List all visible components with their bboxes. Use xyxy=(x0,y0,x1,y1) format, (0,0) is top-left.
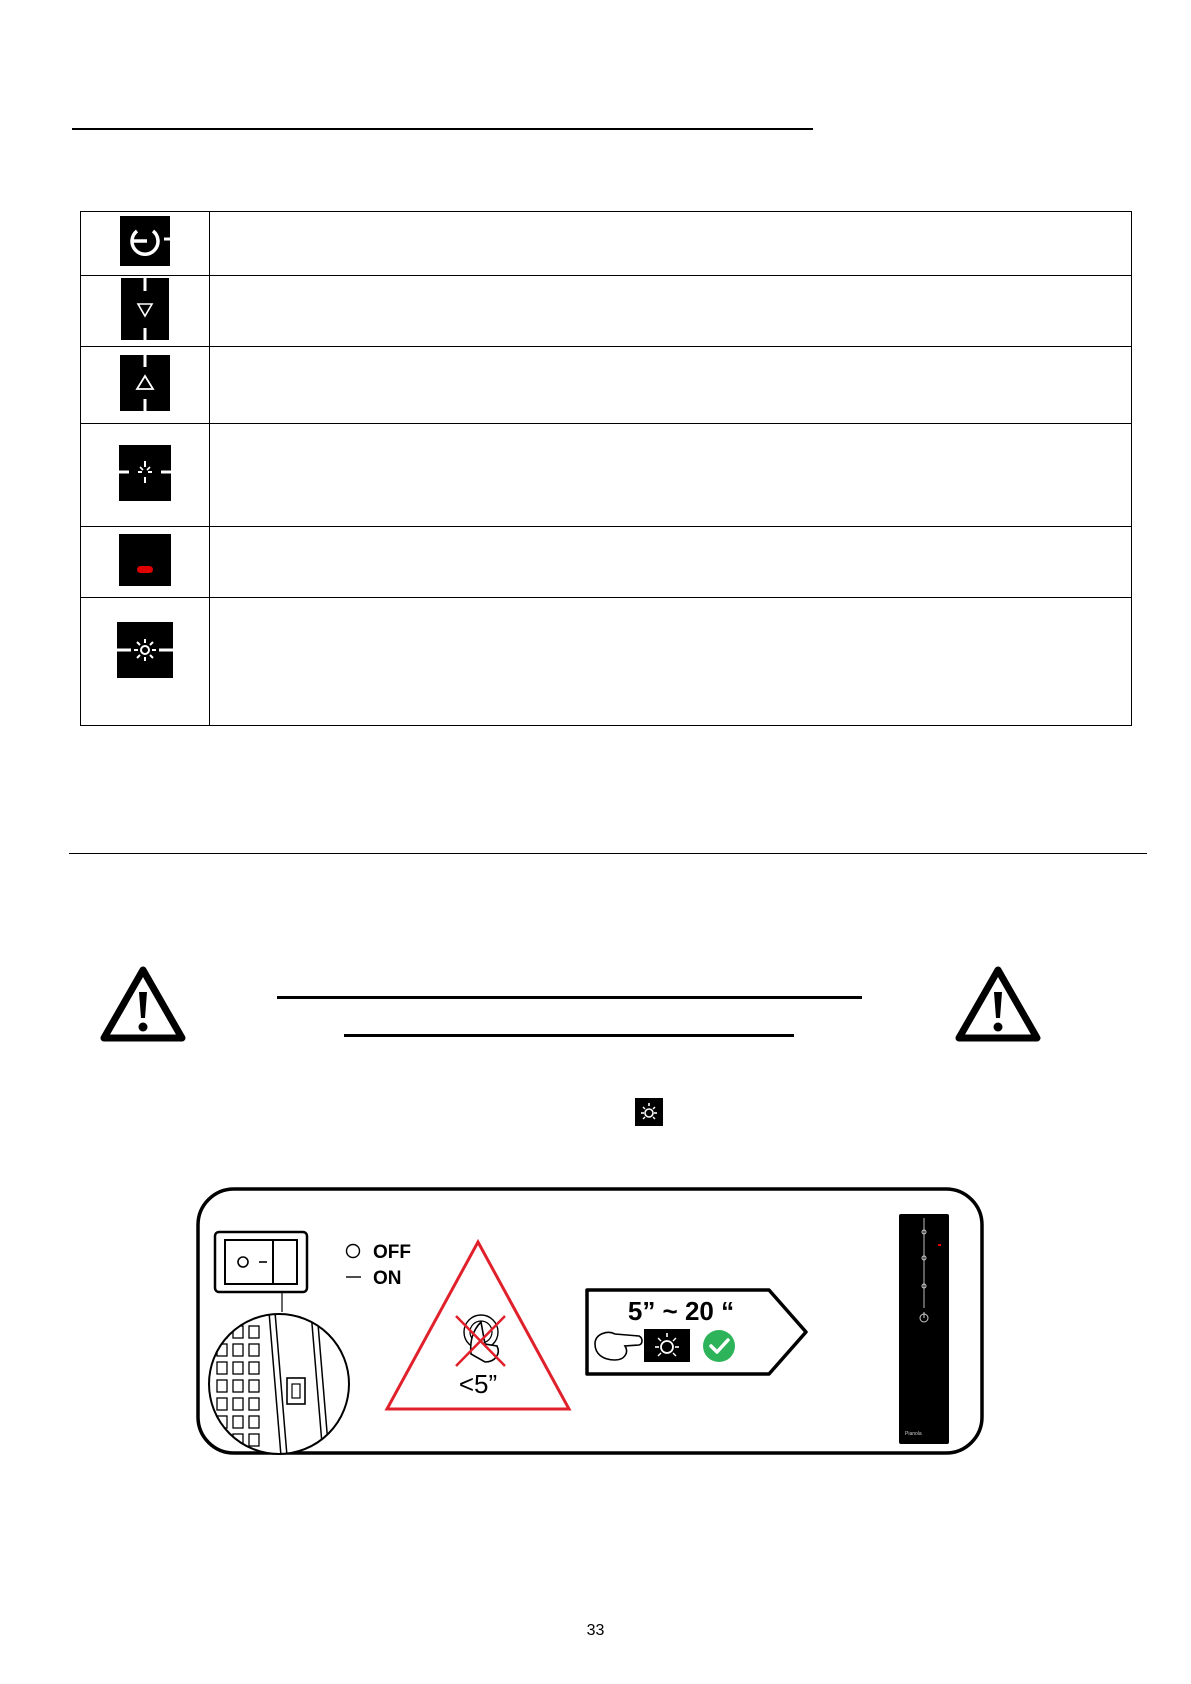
panel-brand-label: Pianola xyxy=(905,1431,922,1437)
row-description xyxy=(210,527,1132,598)
table-row xyxy=(81,598,1132,726)
correct-range-sign xyxy=(587,1290,806,1374)
section-divider xyxy=(69,853,1147,854)
table-row xyxy=(81,276,1132,347)
warning-right-icon xyxy=(955,966,1041,1042)
page-number: 33 xyxy=(586,1622,605,1639)
inline-light-key-icon xyxy=(635,1098,663,1126)
sun-light-key-icon xyxy=(117,622,173,678)
key-description-table xyxy=(80,211,1132,726)
table-row xyxy=(81,527,1132,598)
row-description xyxy=(210,212,1132,276)
section-heading-underline xyxy=(72,128,813,130)
warning-heading-underline-1 xyxy=(277,996,862,999)
warning-left-icon xyxy=(100,966,186,1042)
check-icon xyxy=(703,1330,735,1362)
warning-heading-underline-2 xyxy=(344,1034,794,1037)
light-key-icon xyxy=(119,445,171,501)
too-close-label: <5” xyxy=(458,1369,498,1399)
row-description xyxy=(210,347,1132,424)
row-description xyxy=(210,276,1132,347)
off-label: OFF xyxy=(373,1242,411,1263)
operation-diagram xyxy=(195,1186,985,1456)
row-description xyxy=(210,424,1132,527)
table-row xyxy=(81,424,1132,527)
range-label: 5” ~ 20 “ xyxy=(627,1296,735,1326)
temperature-down-key-icon xyxy=(121,278,169,340)
row-description xyxy=(210,598,1132,726)
table-row xyxy=(81,212,1132,276)
on-label: ON xyxy=(373,1268,402,1289)
power-key-icon xyxy=(120,216,170,266)
temperature-up-key-icon xyxy=(120,355,170,411)
control-panel-icon xyxy=(899,1214,949,1444)
light-key-icon xyxy=(644,1329,690,1362)
table-row xyxy=(81,347,1132,424)
red-indicator-icon xyxy=(119,534,171,586)
